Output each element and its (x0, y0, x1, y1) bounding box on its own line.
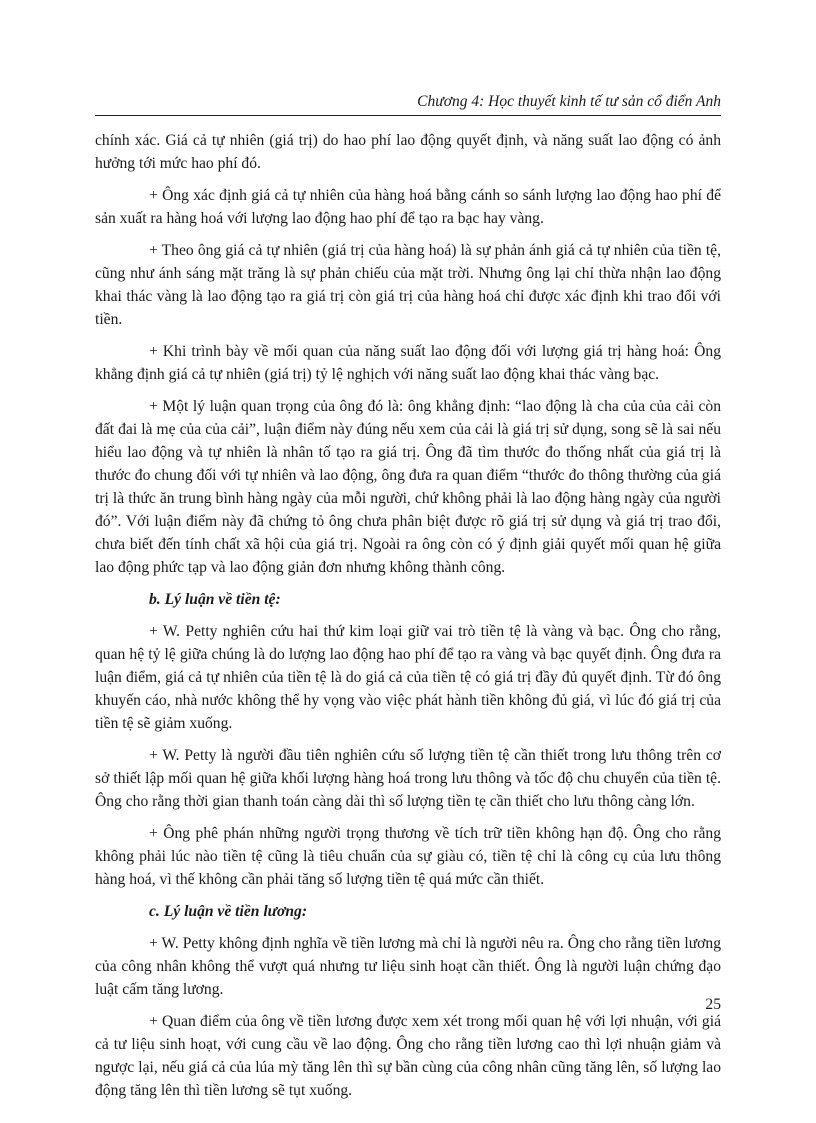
paragraph-labor-father-of-wealth: + Một lý luận quan trọng của ông đó là: ông khẳng định: “lao động là cha của của cải còn đất đai là mẹ của của cải”, luận điểm này đúng nếu xem của cải là giá trị sử dụng, song sẽ là sai nếu hiểu lao động và tự nhiên là nhân tố tạo ra giá trị. Ông đã tìm thước đo thống nhất của giá trị là thước đo chung đối với tự nhiên và lao động, ông đưa ra quan điểm “thước đo thông thường của giá trị là thức ăn trung bình hàng ngày của mỗi người, chứ không phải là lao động hàng ngày của người đó”. Với luận điểm này đã chứng tỏ ông chưa phân biệt được rõ giá trị sử dụng và giá trị trao đổi, chưa biết đến tính chất xã hội của giá trị. Ngoài ra ông còn có ý định giải quyết mối quan hệ giữa lao động phức tạp và lao động giản đơn nhưng không thành công. (95, 398, 721, 576)
paragraph-natural-price-reflection: + Theo ông giá cả tự nhiên (giá trị của hàng hoá) là sự phản ánh giá cả tự nhiên của tiền tệ, cũng như ánh sáng mặt trăng là sự phản chiếu của mặt trời. Nhưng ông lại chỉ thừa nhận lao động khai thác vàng là lao động tạo ra giá trị còn giá trị của hàng hoá chỉ được xác định khi trao đổi với tiền. (95, 242, 721, 328)
page-number: 25 (705, 996, 721, 1013)
paragraph-money-gold-silver: + W. Petty nghiên cứu hai thứ kim loại giữ vai trò tiền tệ là vàng và bạc. Ông cho rằng, quan hệ tỷ lệ giữa chúng là do lượng lao động hao phí để tạo ra vàng và bạc quyết định. Ông đưa ra luận điểm, giá cả tự nhiên của tiền tệ là do giá cả của tiền tệ có giá trị đầy đủ quyết định. Từ đó ông khuyến cáo, nhà nước không thể hy vọng vào việc phát hành tiền không đủ giá, vì lúc đó giá trị của tiền tệ sẽ giảm xuống. (95, 623, 721, 732)
section-heading-wages: c. Lý luận về tiền lương: (149, 903, 308, 920)
paragraph-wages-profit-relation: + Quan điểm của ông về tiền lương được xem xét trong mối quan hệ với lợi nhuận, với giá cả tư liệu sinh hoạt, với cung cầu về lao động. Ông cho rằng tiền lương cao thì lợi nhuận giảm và ngược lại, nếu giá cả của lúa mỳ tăng lên thì sự bần cùng của công nhân cũng tăng lên, số lượng lao động tăng lên thì tiền lương sẽ tụt xuống. (95, 1013, 721, 1099)
paragraph-continuation: chính xác. Giá cả tự nhiên (giá trị) do hao phí lao động quyết định, và năng suất lao động có ảnh hưởng tới mức hao phí đó. (95, 132, 721, 172)
paragraph-natural-price-comparison: + Ông xác định giá cả tự nhiên của hàng hoá bằng cánh so sánh lượng lao động hao phí để sản xuất ra hàng hoá với lượng lao động hao phí để tạo ra bạc hay vàng. (95, 187, 721, 227)
paragraph-labor-productivity: + Khi trình bày về mối quan của năng suất lao động đối với lượng giá trị hàng hoá: Ông khẳng định giá cả tự nhiên (giá trị) tỷ lệ nghịch với năng suất lao động khai thác vàng bạc. (95, 343, 721, 383)
chapter-title: Chương 4: Học thuyết kinh tế tư sản cổ điển Anh (417, 93, 721, 110)
section-heading-money: b. Lý luận về tiền tệ: (149, 591, 281, 608)
header-divider (95, 115, 721, 116)
running-header (95, 93, 721, 111)
paragraph-money-hoarding: + Ông phê phán những người trọng thương về tích trữ tiền không hạn độ. Ông cho rằng không phải lúc nào tiền tệ cũng là tiêu chuẩn của sự giàu có, tiền tệ chỉ là công cụ của lưu thông hàng hoá, vì thế không cần phải tăng số lượng tiền tệ quá mức cần thiết. (95, 825, 721, 888)
paragraph-wages-definition: + W. Petty không định nghĩa về tiền lương mà chỉ là người nêu ra. Ông cho rằng tiền lương của công nhân không thể vượt quá nhưng tư liệu sinh hoạt cần thiết. Ông là người luận chứng đạo luật cấm tăng lương. (95, 935, 721, 998)
paragraph-money-quantity: + W. Petty là người đầu tiên nghiên cứu số lượng tiền tệ cần thiết trong lưu thông trên cơ sở thiết lập mối quan hệ giữa khối lượng hàng hoá trong lưu thông và tốc độ chu chuyển của tiền tệ. Ông cho rằng thời gian thanh toán càng dài thì số lượng tiền tẹ cần thiết cho lưu thông càng lớn. (95, 747, 721, 810)
page-body (95, 129, 721, 1111)
